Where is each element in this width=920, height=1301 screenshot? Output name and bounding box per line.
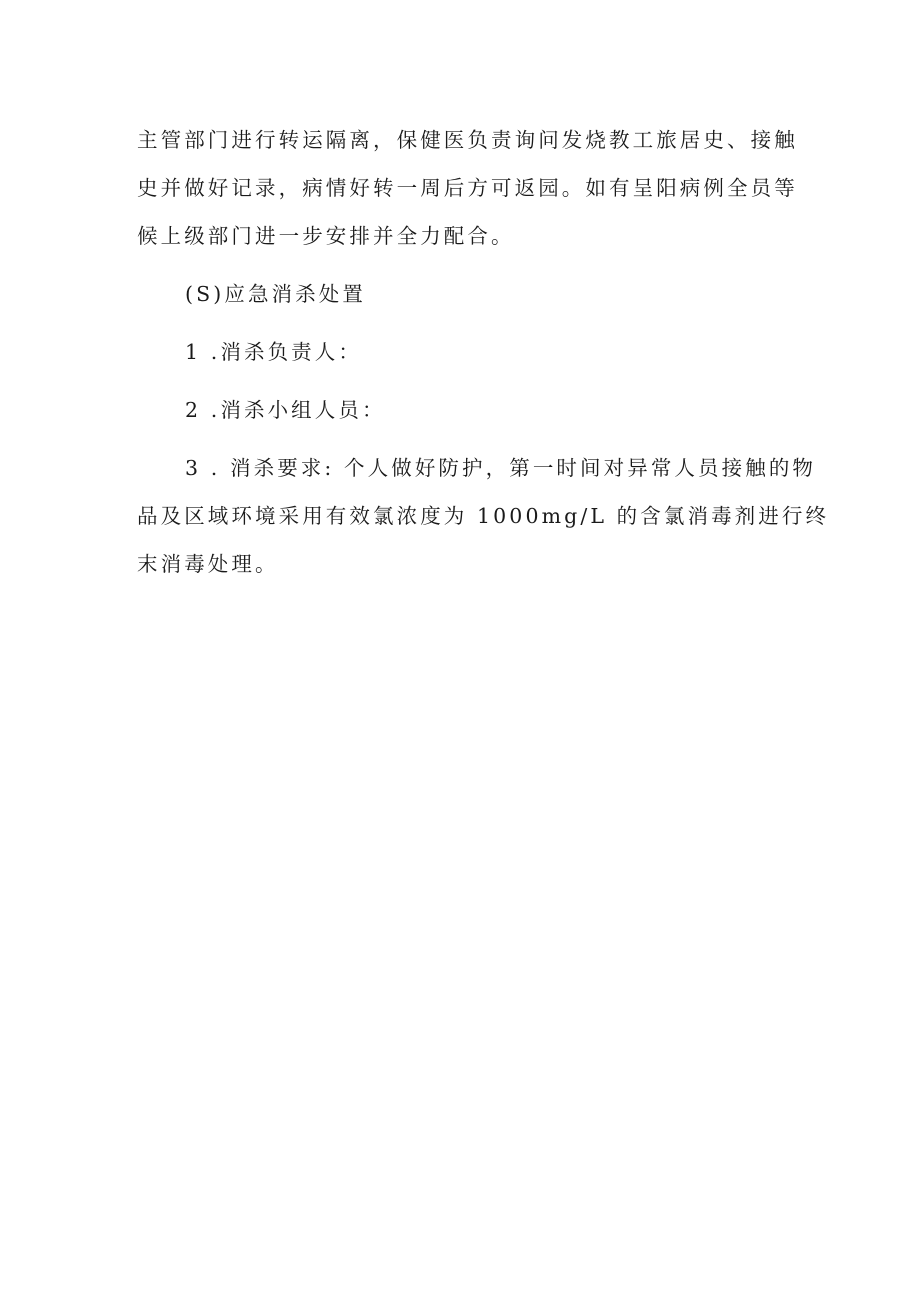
list-item-disinfection-team: 2 .消杀小组人员： [185,398,386,422]
section-heading: (S)应急消杀处置 [185,282,366,306]
paragraph-line: 末消毒处理。 [137,552,279,576]
paragraph-line: 候上级部门进一步安排并全力配合。 [137,224,515,248]
list-item-disinfection-requirements [137,444,830,588]
document-body [137,116,830,598]
paragraph-line: 品及区域环境采用有效氯浓度为 1000mg/L 的含氯消毒剂进行终 [137,504,830,528]
paragraph-line: 主管部门进行转运隔离，保健医负责询问发烧教工旅居史、接触 [137,128,798,152]
paragraph-line: 史并做好记录，病情好转一周后方可返园。如有呈阳病例全员等 [137,176,798,200]
paragraph-line: 3 . 消杀要求: 个人做好防护，第一时间对异常人员接触的物 [185,456,817,480]
paragraph-transfer-isolation [137,116,798,260]
list-item-disinfection-lead: 1 .消杀负责人： [185,340,362,364]
